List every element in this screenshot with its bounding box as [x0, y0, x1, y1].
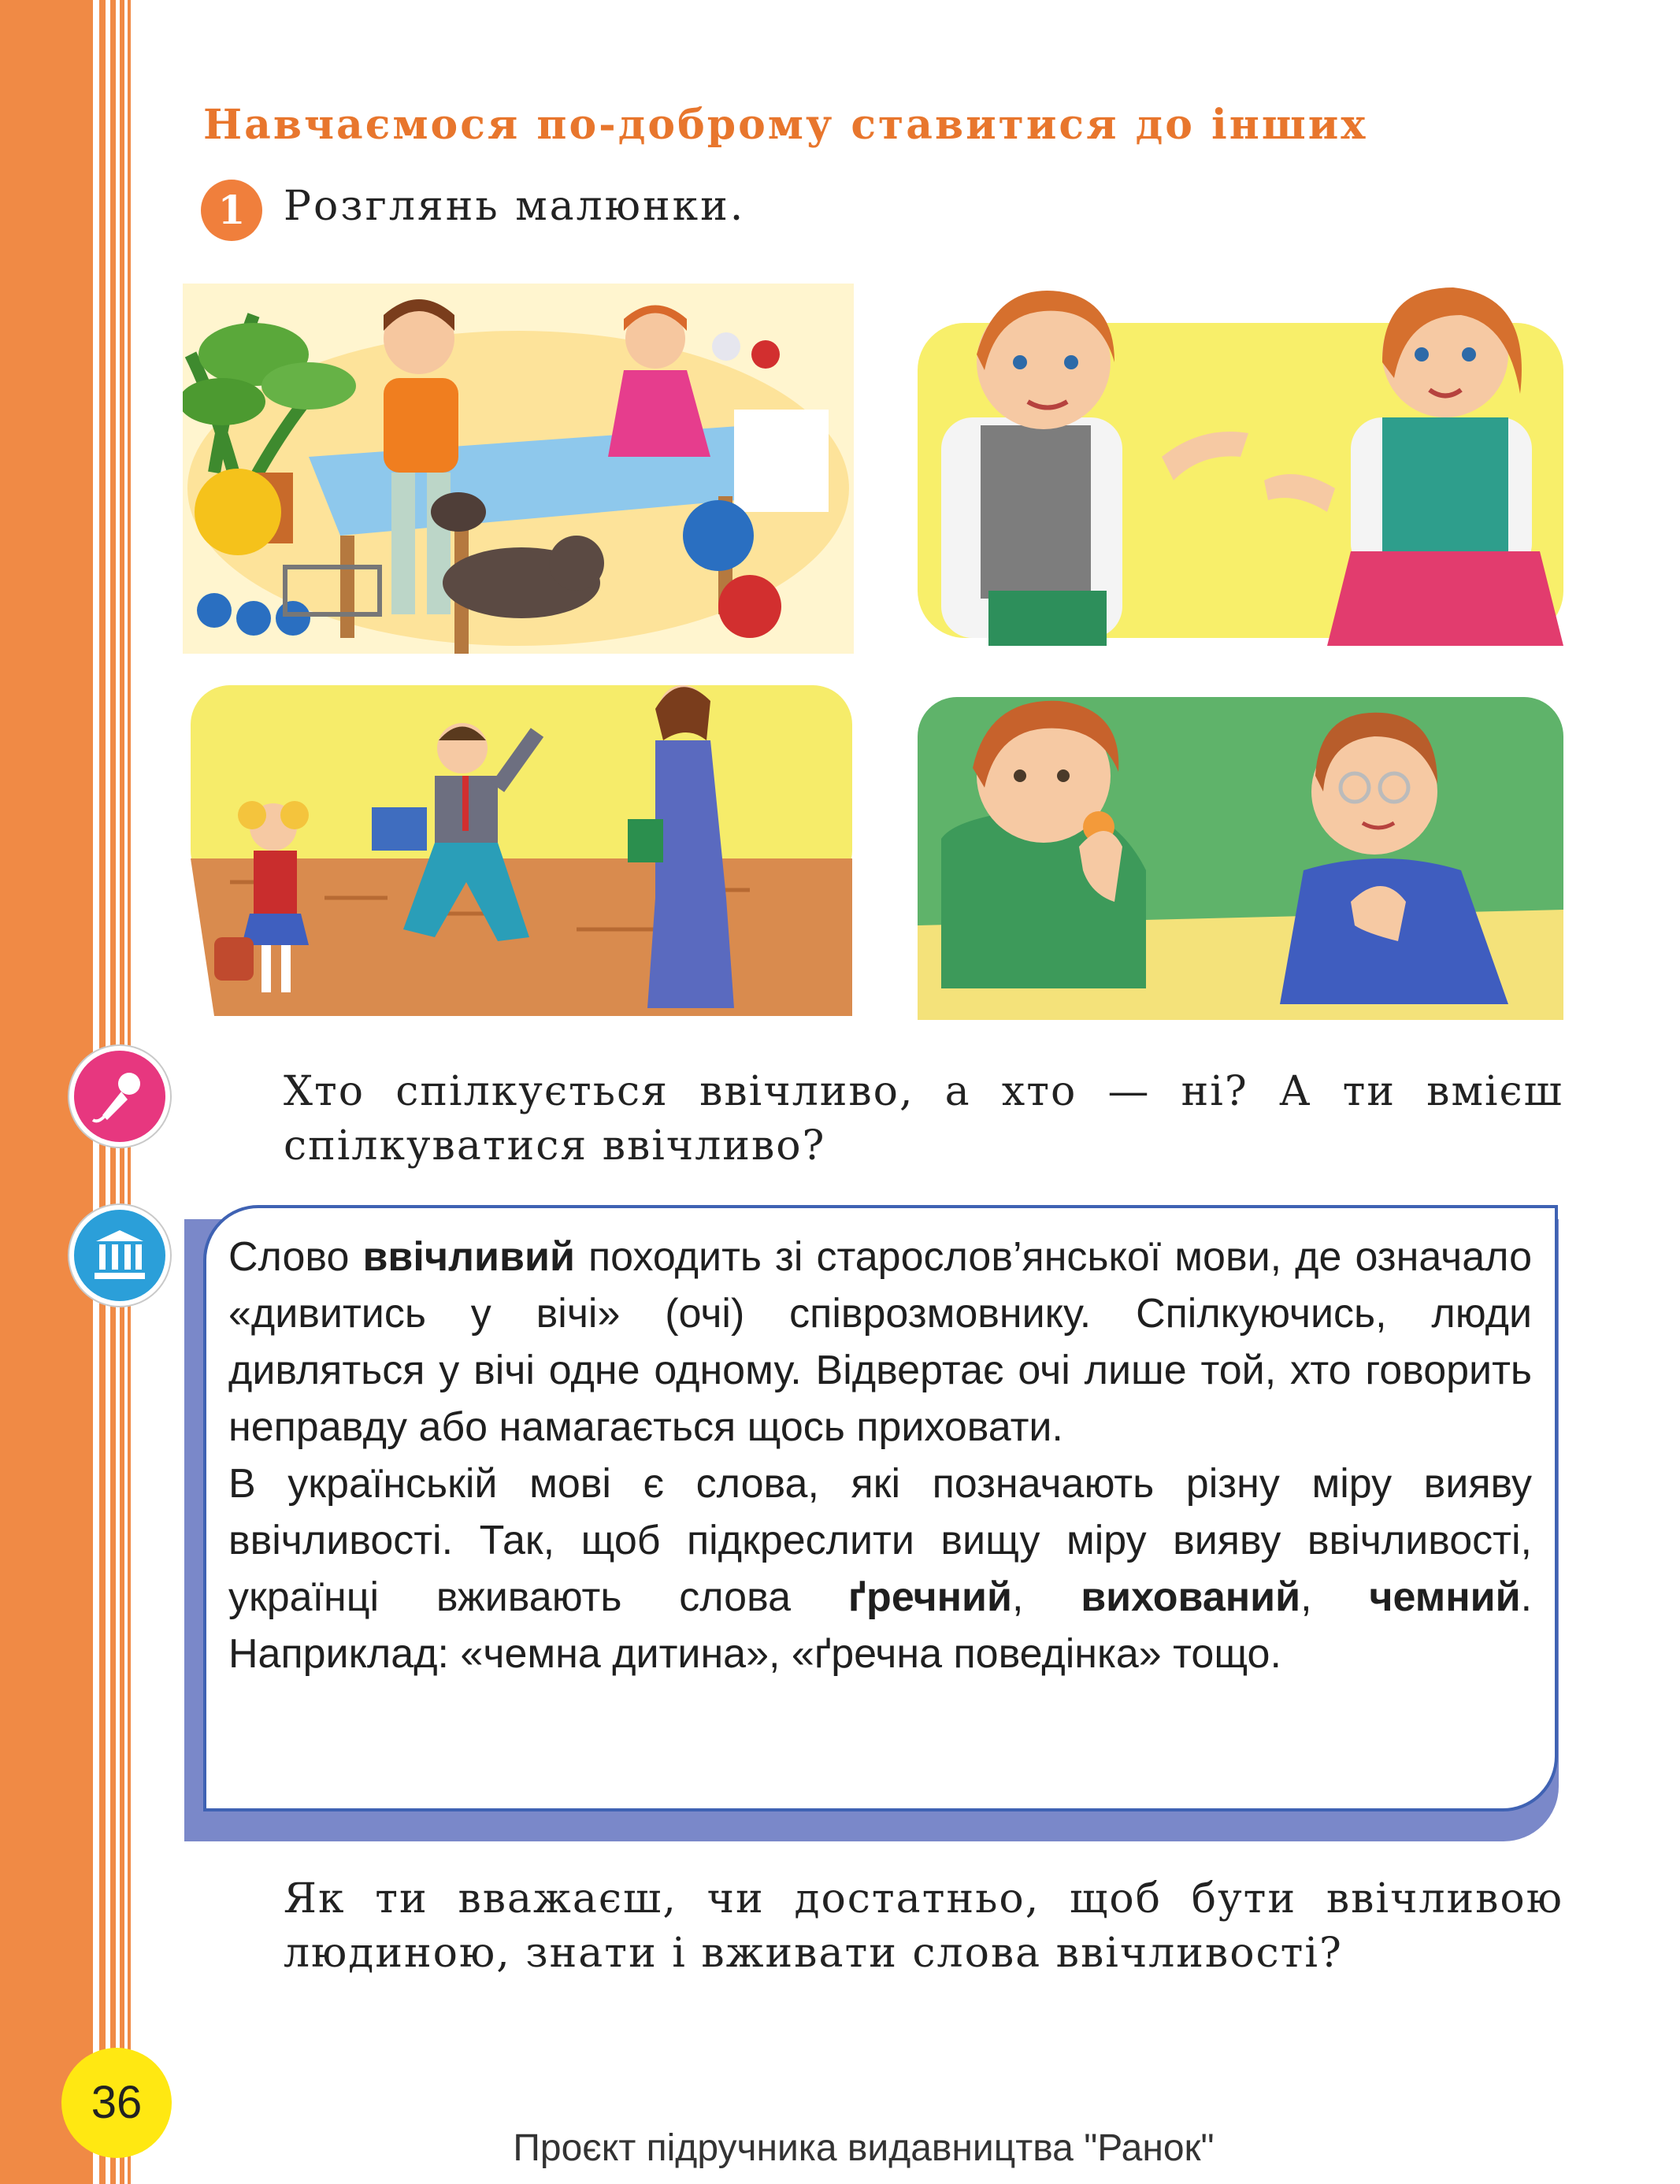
bold-term: чемний: [1369, 1574, 1521, 1620]
text-span: ,: [1011, 1574, 1081, 1620]
section-title: Навчаємося по-доброму ставитися до інших: [203, 101, 1368, 149]
bold-term: ввічливий: [362, 1234, 575, 1280]
library-icon: [69, 1205, 170, 1306]
discussion-question: Хто спілкується ввічливо, а хто — ні? А ти вмієш спілкуватися ввічливо?: [284, 1068, 1563, 1170]
illustration-boy-and-girl-talking: [910, 276, 1570, 646]
page-number: 36: [61, 2048, 172, 2158]
text-span: походить зі старослов’янської мови, де означало «дивитись у вічі» (очі) співрозмовнику. Спілкуючись, люди дивляться у вічі одне одному. Відвертає очі лише той, хто говорить неправду або намагається щось приховати.: [228, 1234, 1532, 1450]
task-instruction: Розглянь малюнки.: [284, 183, 746, 230]
bold-term: ґречний: [847, 1574, 1012, 1620]
text-span: Слово: [228, 1234, 363, 1280]
task-number-badge: 1: [201, 180, 262, 241]
illustration-kids-sharing-toys: [183, 284, 854, 654]
text-span: . Наприклад: «чемна дитина», «ґречна поведінка» тощо.: [228, 1574, 1533, 1677]
text-span: ,: [1300, 1574, 1370, 1620]
footer-text: Проєкт підручника видавництва "Ранок": [513, 2127, 1215, 2169]
info-box-text: [228, 1229, 1532, 1682]
bold-term: вихований: [1081, 1574, 1301, 1620]
info-paragraph-1: [228, 1229, 1532, 1455]
illustration-boys-at-table: [910, 689, 1570, 1028]
illustration-boy-running-past-teacher: [183, 677, 854, 1024]
microphone-icon: [69, 1046, 170, 1147]
text-span: В українській мові є слова, які позначають різну міру вияву ввічливості. Так, щоб підкреслити вищу міру вияву ввічливості, українці вживають слова: [228, 1461, 1532, 1620]
info-paragraph-2: [228, 1455, 1532, 1682]
discussion-question: Як ти вважаєш, чи достатньо, щоб бути ввічливою людиною, знати і вживати слова ввічливості?: [284, 1875, 1563, 1977]
